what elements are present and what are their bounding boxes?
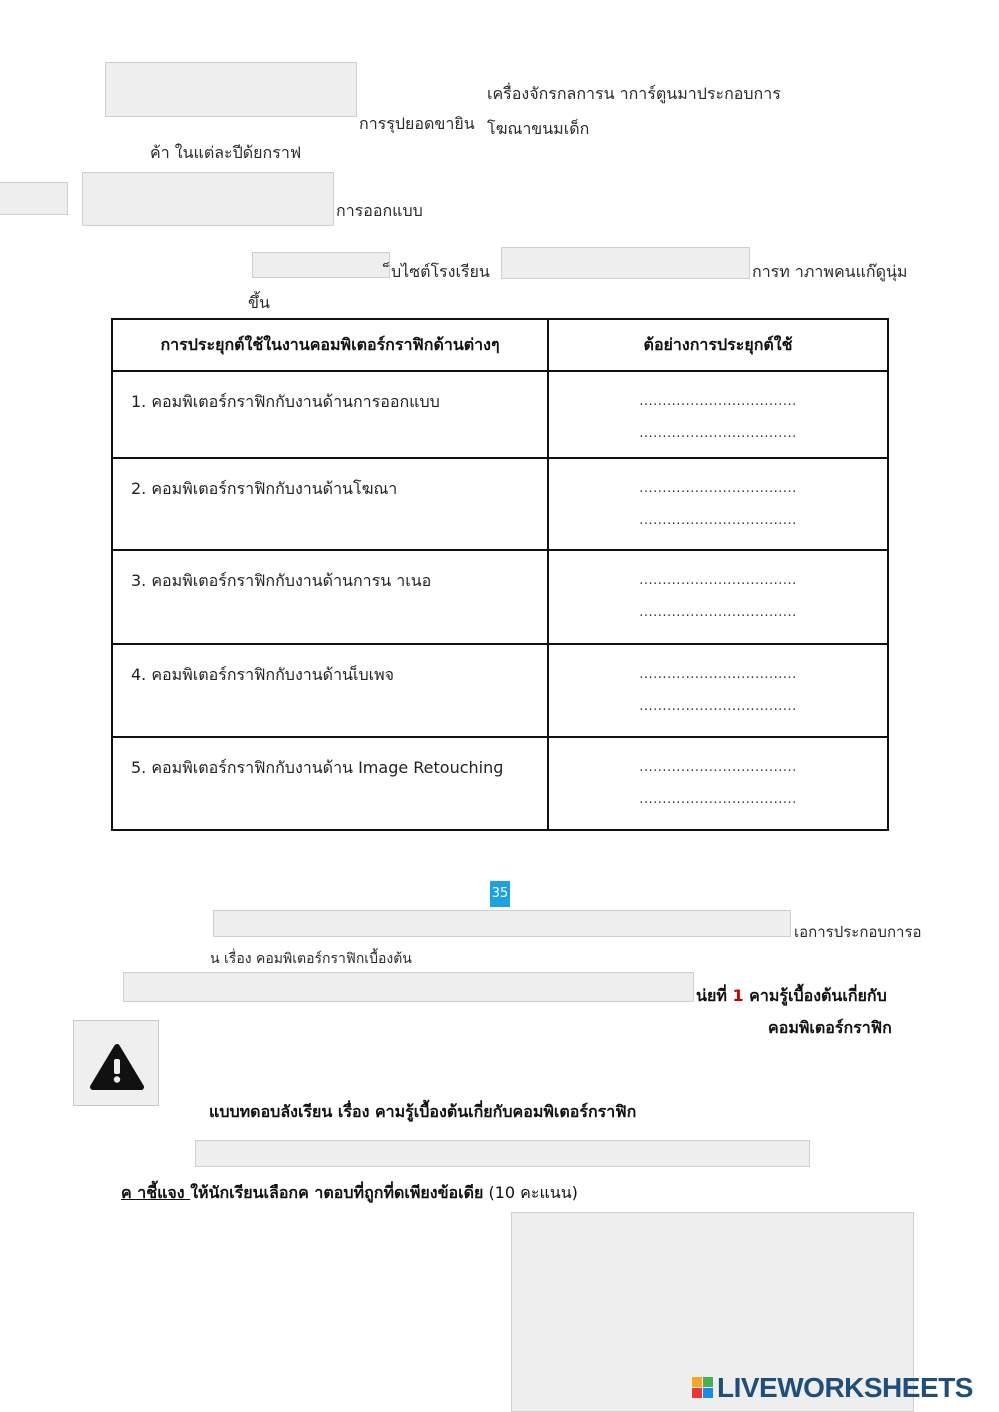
unit-title-line1: [696, 986, 887, 1006]
instructions-text: ให้นักเรียนเลือกค าตอบที่ถูกที่ดเพียงข้อเดีย: [190, 1183, 484, 1202]
instructions: [121, 1183, 578, 1203]
text-snack-ad: โฆณาขนมเด็ก: [487, 119, 590, 138]
row-label: 4. คอมพิเตอร์กราฟิกกับงานด้านเ็บเพจ: [112, 644, 548, 737]
table-row: [112, 644, 888, 737]
dots-line: ..................................: [639, 513, 797, 528]
unit-title-text: คามรู้เบื้องต้นเกี่ยกับ: [743, 986, 887, 1005]
text-yearly-graph: ค้า ในแต่ละปีด้ยกราฟ: [150, 143, 302, 162]
doc-text-start: น เรื่อง คอมพิเตอร์กราฟิกเบื้องต้น: [210, 951, 412, 967]
image-placeholder-2: [0, 182, 68, 215]
page-number: 35: [490, 881, 510, 907]
row-label: 2. คอมพิเตอร์กราฟิกกับงานด้านโฆณา: [112, 458, 548, 550]
text-retouch: การท าภาพคนแก๊ดูนุ่ม: [752, 262, 908, 281]
liveworksheets-logo[interactable]: [692, 1372, 973, 1404]
warning-box: [73, 1020, 159, 1106]
image-placeholder-3: [82, 172, 334, 226]
dots-line: ..................................: [639, 573, 797, 588]
dots-line: ..................................: [639, 426, 797, 441]
application-table: [111, 318, 889, 831]
image-placeholder-8: [195, 1140, 810, 1167]
warning-triangle-icon: [74, 1021, 160, 1107]
instructions-label: ค าชี้แจง: [121, 1183, 191, 1202]
text-school-website: ็บไซต์โรงเรียน: [391, 262, 490, 281]
image-placeholder-5: [501, 247, 750, 279]
row-label: 1. คอมพิเตอร์กราฟิกกับงานด้านการออกแบบ: [112, 371, 548, 458]
table-header-row: [112, 319, 888, 371]
logo-text: LIVEWORKSHEETS: [717, 1372, 973, 1403]
answer-cell[interactable]: [548, 644, 888, 737]
table-row: [112, 458, 888, 550]
test-title: แบบทดอบลังเรียน เรื่อง คามรู้เบื้องต้นเกี่ยกับคอมพิเตอร์กราฟิก: [209, 1102, 637, 1121]
row-label: 3. คอมพิเตอร์กราฟิกกับงานด้านการน าเนอ: [112, 550, 548, 644]
unit-prefix: น่ยที่: [696, 986, 733, 1005]
image-placeholder-1: [105, 62, 357, 117]
image-placeholder-4: [252, 252, 390, 278]
logo-grid-icon: [692, 1377, 714, 1399]
text-design: การออกแบบ: [336, 201, 423, 220]
text-up: ขึ้น: [248, 293, 270, 312]
unit-number: 1: [732, 986, 744, 1005]
dots-line: ..................................: [639, 699, 797, 714]
dots-line: ..................................: [639, 605, 797, 620]
dots-line: ..................................: [639, 394, 797, 409]
table-row: [112, 737, 888, 830]
image-placeholder-7: [123, 972, 694, 1002]
table-row: [112, 550, 888, 644]
answer-cell[interactable]: [548, 550, 888, 644]
table-row: [112, 371, 888, 458]
dots-line: ..................................: [639, 481, 797, 496]
answer-cell[interactable]: [548, 458, 888, 550]
header-example: ต้อย่างการประยุกต์ใช้: [548, 319, 888, 371]
header-application: การประยุกต์ใช้ในงานคอมพิเตอร์กราฟิกด้านต่างๆ: [112, 319, 548, 371]
instructions-points: (10 คะแนน): [483, 1183, 578, 1202]
dots-line: ..................................: [639, 792, 797, 807]
dots-line: ..................................: [639, 760, 797, 775]
answer-cell[interactable]: [548, 371, 888, 458]
text-sales-summary: การรุปยอดขายิน: [359, 114, 475, 133]
dots-line: ..................................: [639, 667, 797, 682]
doc-text-end: เอการประกอบการอ: [794, 923, 922, 941]
text-machinery: เครื่องจักรกลการน าการ์ตูนมาประกอบการ: [487, 84, 781, 103]
row-label: 5. คอมพิเตอร์กราฟิกกับงานด้าน Image Retouchinɡ: [112, 737, 548, 830]
image-placeholder-6: [213, 910, 791, 937]
answer-cell[interactable]: [548, 737, 888, 830]
unit-title-line2: คอมพิเตอร์กราฟิก: [768, 1018, 892, 1037]
